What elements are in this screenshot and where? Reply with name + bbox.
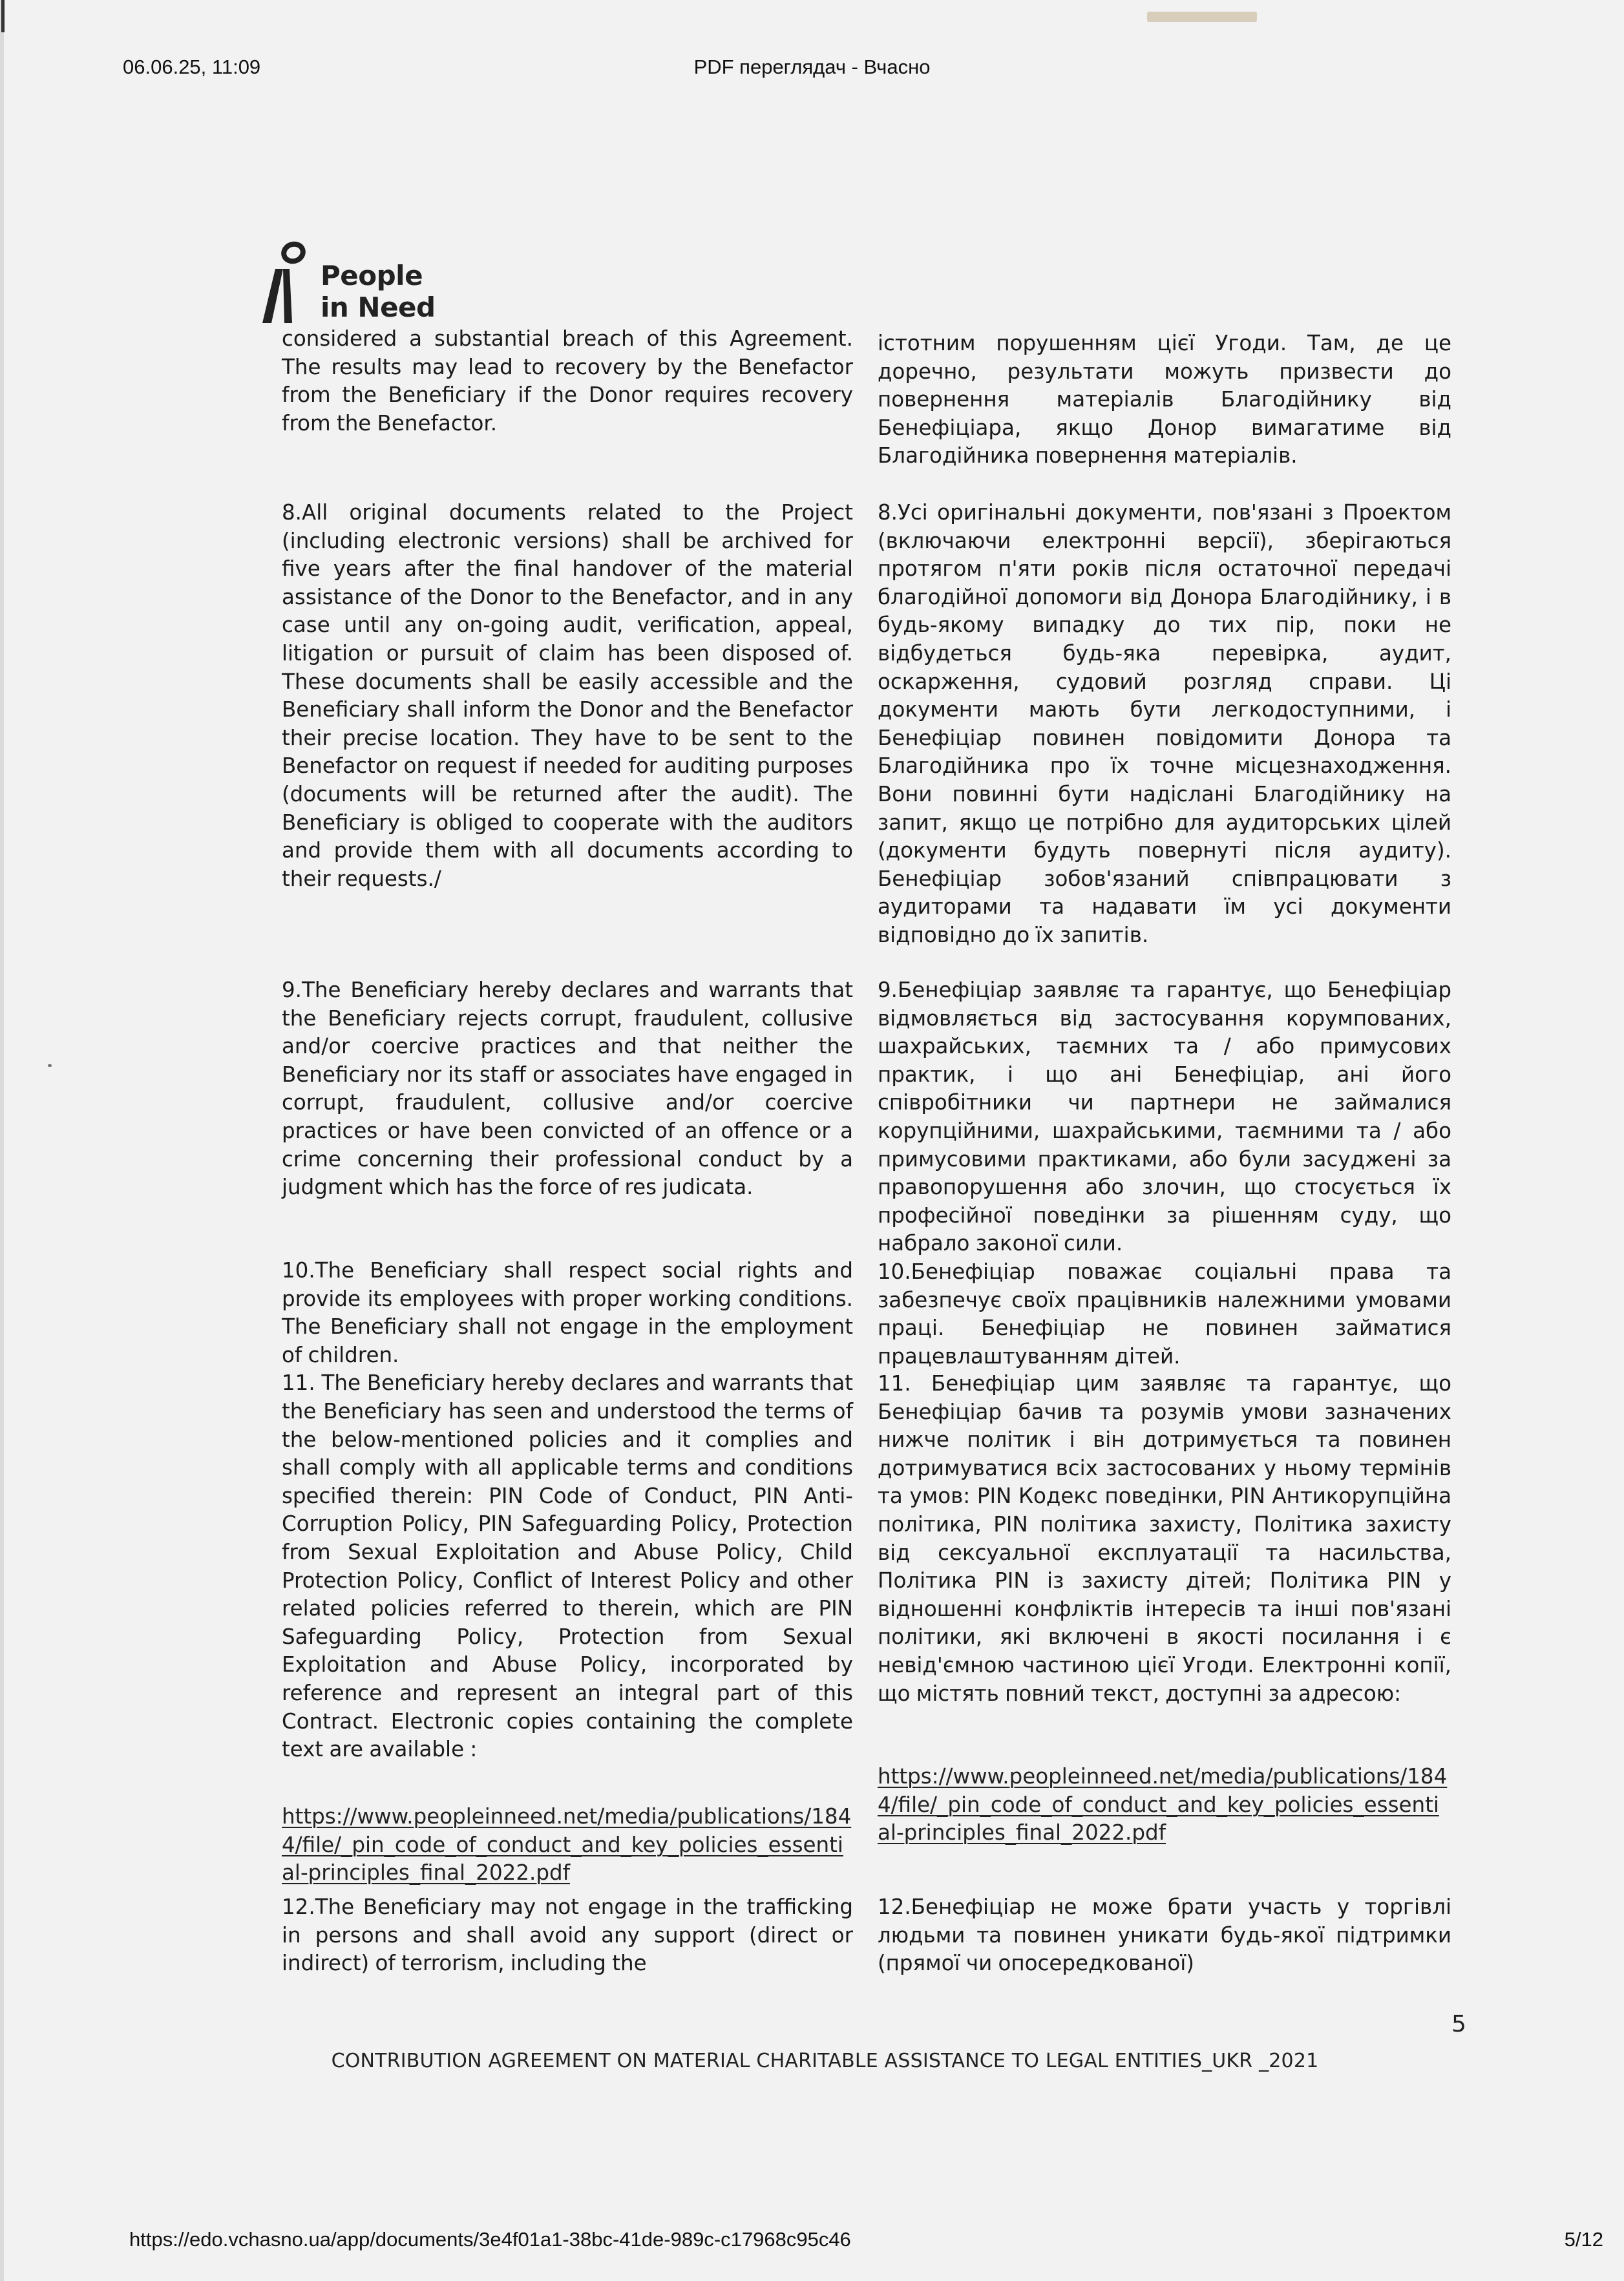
- print-timestamp: 06.06.25, 11:09: [123, 56, 261, 78]
- english-clause-12: [282, 1893, 853, 1978]
- ukrainian-clause-9-text: 9.Бенефіціар заявляє та гарантує, що Бенефіціар відмовляється від застосування корумпованих, шахрайських, таємних та / або примусових практик, і що ані Бенефіціар, ані його співробітники чи партнери не займалися корупційними, шахрайськими, таємними та / або примусовими практиками, або були засуджені за правопорушення або злочин, що стосується їх професійної поведінки за рішенням суду, що набрало законої сили.: [878, 978, 1451, 1256]
- english-clause-8-text: 8.All original documents related to the Project (including electronic versions) shall be archived for five years after the final handover of the material assistance of the Donor to the Benefactor, and in any case until any on-going audit, verification, appeal, litigation or pursuit of claim has been disposed of. These documents shall be easily accessible and the Beneficiary shall inform the Donor and the Benefactor their precise location. They have to be sent to the Benefactor on request if needed for auditing purposes (documents will be returned after the audit). The Beneficiary is obliged to cooperate with the auditors and provide them with all documents according to their requests./: [282, 500, 853, 891]
- ukrainian-clause-8: [878, 499, 1451, 950]
- english-clause-10-11: [282, 1257, 853, 1764]
- ukrainian-clause-11-text: 11. Бенефіціар цим заявляє та гарантує, що Бенефіціар бачив та розумів умови зазначених нижче політик і він дотримується та повинен дотримуватися всіх застосованих у ньому термінів та умов: PIN Кодекс поведінки, PIN Антикорупційна політика, PIN політика захисту, Політика захисту від сексуальної експлуатації та насильства, Політика PIN із захисту дітей; Політика PIN у відношенні конфліктів інтересів та інші пов'язані політики, які включені в якості посилання і є невід'ємною частиною цієї Угоди. Електронні копії, що містять повний текст, доступні за адресою:: [878, 1371, 1451, 1706]
- english-policy-link[interactable]: https://www.peopleinneed.net/media/publications/1844/file/_pin_code_of_conduct_and_key_policies_essential-principles_final_2022.pdf: [282, 1804, 852, 1886]
- ukrainian-clause-12: [878, 1893, 1451, 1978]
- document-page-number: 5: [1451, 2011, 1466, 2037]
- ukrainian-clause-11: [878, 1370, 1451, 1708]
- english-clause-9: [282, 976, 853, 1202]
- ukrainian-policy-link-block: [878, 1763, 1451, 1847]
- scan-edge-mark: [1, 0, 5, 32]
- english-clause-9-text: 9.The Beneficiary hereby declares and warrants that the Beneficiary rejects corrupt, fraudulent, collusive and/or coercive practices and that neither the Beneficiary nor its staff or associates have engaged in corrupt, fraudulent, collusive and/or coercive practices or have been convicted of an offence or a crime concerning their professional conduct by a judgment which has the force of res judicata.: [282, 978, 853, 1200]
- english-clause-10-text: 10.The Beneficiary shall respect social rights and provide its employees with proper working conditions. The Beneficiary shall not engage in the employment of children.: [282, 1258, 853, 1367]
- scan-stain: [1147, 12, 1257, 22]
- print-page-title: PDF переглядач - Вчасно: [693, 56, 931, 78]
- english-clause-8: [282, 499, 853, 893]
- ukrainian-intro: [878, 330, 1451, 470]
- document-footer-title: CONTRIBUTION AGREEMENT ON MATERIAL CHARITABLE ASSISTANCE TO LEGAL ENTITIES_UKR _2021: [331, 2050, 1319, 2072]
- print-footer-url: https://edo.vchasno.ua/app/documents/3e4f01a1-38bc-41de-989c-c17968c95c46: [129, 2228, 851, 2251]
- logo-line-in-need: in Need: [321, 291, 436, 323]
- english-intro-text: considered a substantial breach of this Agreement. The results may lead to recovery by the Benefactor from the Beneficiary if the Donor requires recovery from the Benefactor.: [282, 326, 853, 436]
- logo-line-people: People: [321, 260, 423, 291]
- english-clause-11-text: 11. The Beneficiary hereby declares and warrants that the Beneficiary has seen and understood the terms of the below-mentioned policies and it complies and shall comply with all applicable terms and conditions specified therein: PIN Code of Conduct, PIN Anti-Corruption Policy, PIN Safeguarding Policy, Protection from Sexual Exploitation and Abuse Policy, Child Protection Policy, Conflict of Interest Policy and other related policies referred to therein, which are PIN Safeguarding Policy, Protection from Sexual Exploitation and Abuse Policy, incorporated by reference and represent an integral part of this Contract. Electronic copies containing the complete text are available :: [282, 1371, 853, 1762]
- english-policy-link-block: [282, 1803, 853, 1887]
- ukrainian-clause-9-10: [878, 976, 1451, 1371]
- ukrainian-policy-link[interactable]: https://www.peopleinneed.net/media/publications/1844/file/_pin_code_of_conduct_and_key_policies_essential-principles_final_2022.pdf: [878, 1764, 1448, 1845]
- ukrainian-clause-8-text: 8.Усі оригінальні документи, пов'язані з Проектом (включаючи електронні версії), зберігаються протягом п'яти років після остаточної передачі благодійної допомоги від Донора Благодійнику, і в будь-якому випадку до тих пір, поки не відбудеться будь-яка перевірка, аудит, оскарження, судовий розгляд справи. Ці документи мають бути легкодоступними, і Бенефіціар повинен повідомити Донора та Благодійника про їх точне місцезнаходження. Вони повинні бути надіслані Благодійнику на запит, якщо це потрібно для аудиторських цілей (документи будуть повернуті після аудиту). Бенефіціар зобов'язаний співпрацювати з аудиторами та надавати їм усі документи відповідно до їх запитів.: [878, 500, 1451, 947]
- english-intro: [282, 325, 853, 437]
- logo-wordmark: [321, 260, 436, 323]
- scan-speck: [48, 1064, 52, 1067]
- scan-edge: [0, 0, 4, 2281]
- print-page-count: 5/12: [1564, 2228, 1603, 2251]
- english-clause-12-text: 12.The Beneficiary may not engage in the trafficking in persons and shall avoid any support (direct or indirect) of terrorism, including the: [282, 1895, 853, 1976]
- ukrainian-clause-10-text: 10.Бенефіціар поважає соціальні права та забезпечує своїх працівників належними умовами праці. Бенефіціар не повинен займатися працевлаштуванням дітей.: [878, 1259, 1451, 1369]
- ukrainian-clause-12-text: 12.Бенефіціар не може брати участь у торгівлі людьми та повинен уникати будь-якої підтримки (прямої чи опосередкованої): [878, 1895, 1451, 1976]
- ukrainian-intro-text: істотним порушенням цієї Угоди. Там, де це доречно, результати можуть призвести до повернення матеріалів Благодійнику від Бенефіціара, якщо Донор вимагатиме від Благодійника повернення матеріалів.: [878, 331, 1451, 468]
